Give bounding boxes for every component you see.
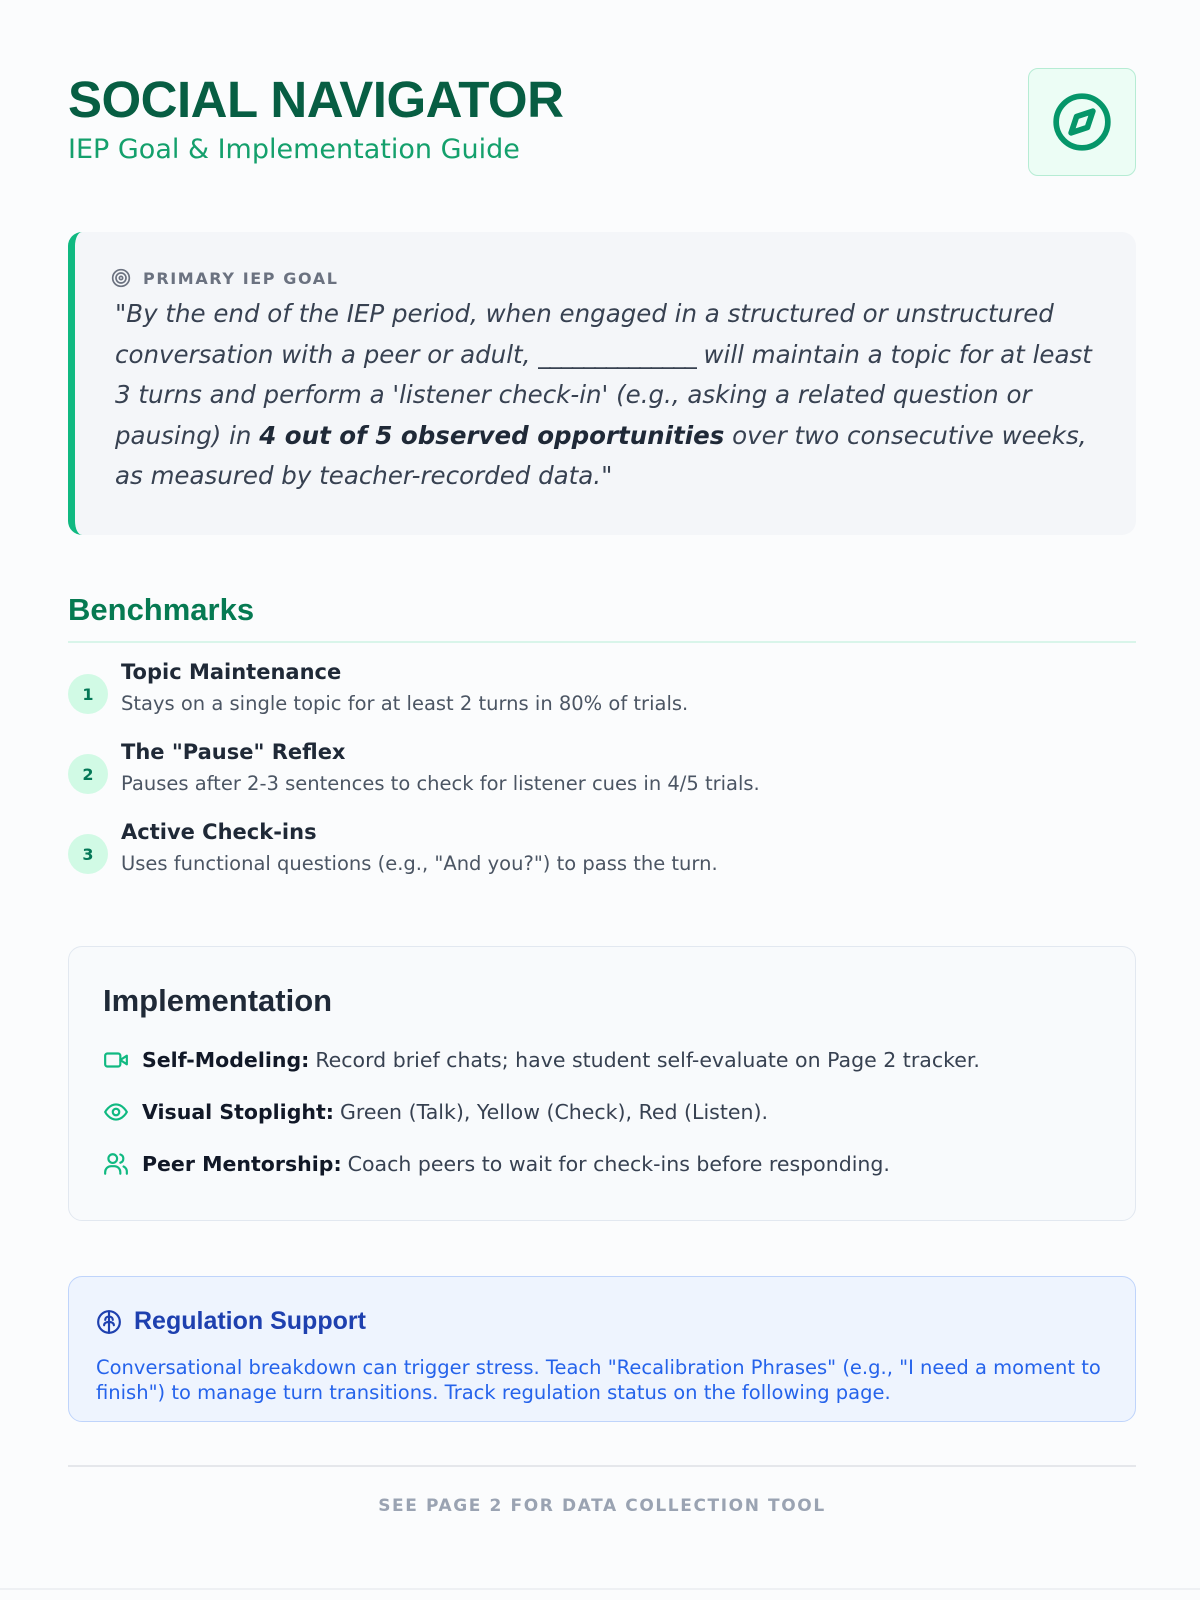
- benchmark-number: 3: [68, 834, 108, 874]
- page-subtitle: IEP Goal & Implementation Guide: [68, 134, 520, 165]
- implementation-item: [103, 1099, 768, 1125]
- student-name-blank: ______________: [538, 339, 696, 369]
- implementation-item: [103, 1047, 980, 1073]
- benchmark-item: [68, 820, 1136, 890]
- benchmark-item: [68, 740, 1136, 810]
- benchmarks-heading: Benchmarks: [68, 592, 255, 627]
- benchmark-description: Stays on a single topic for at least 2 turns in 80% of trials.: [121, 692, 689, 715]
- implementation-text: Green (Talk), Yellow (Check), Red (Listen).: [339, 1100, 768, 1124]
- benchmark-item: [68, 660, 1136, 730]
- benchmark-name: Active Check-ins: [121, 820, 317, 844]
- regulation-support-box: [68, 1276, 1136, 1422]
- implementation-label: Self-Modeling:: [142, 1048, 310, 1072]
- goal-text-middle: will maintain a topic for at least 3 turns and perform a 'listener check-in' (e.g., asking a related question or pausing) in: [115, 339, 1092, 450]
- implementation-card: [68, 946, 1136, 1221]
- benchmark-name: The "Pause" Reflex: [121, 740, 346, 764]
- goal-statement: [115, 294, 1115, 497]
- benchmark-description: Pauses after 2-3 sentences to check for listener cues in 4/5 trials.: [121, 772, 760, 795]
- eye-icon: [103, 1099, 129, 1125]
- implementation-item: [103, 1151, 890, 1177]
- benchmark-description: Uses functional questions (e.g., "And you?") to pass the turn.: [121, 852, 718, 875]
- primary-goal-box: [68, 232, 1136, 535]
- brain-icon: [96, 1309, 122, 1335]
- page-bottom-edge: [0, 1588, 1200, 1590]
- target-icon: [111, 268, 131, 288]
- header: [68, 64, 1136, 184]
- goal-emphasis: 4 out of 5 observed opportunities: [259, 420, 725, 450]
- video-icon: [103, 1047, 129, 1073]
- page-title: SOCIAL NAVIGATOR: [68, 71, 564, 128]
- goal-text-start: "By the end of the IEP period, when engaged in a structured or unstructured conversation with a peer or adult,: [115, 299, 1054, 369]
- regulation-heading: [96, 1307, 366, 1336]
- implementation-label: Peer Mentorship:: [142, 1152, 342, 1176]
- regulation-title: Regulation Support: [134, 1307, 366, 1335]
- implementation-heading: Implementation: [103, 983, 333, 1018]
- implementation-text: Record brief chats; have student self-evaluate on Page 2 tracker.: [315, 1048, 980, 1072]
- goal-text-end: over two consecutive weeks, as measured by teacher-recorded data.": [115, 420, 1087, 490]
- goal-label: [111, 268, 339, 288]
- benchmark-number: 1: [68, 674, 108, 714]
- implementation-text: Coach peers to wait for check-ins before responding.: [347, 1152, 890, 1176]
- implementation-label: Visual Stoplight:: [142, 1100, 334, 1124]
- goal-label-text: PRIMARY IEP GOAL: [143, 268, 339, 288]
- benchmark-number: 2: [68, 754, 108, 794]
- compass-icon: [1051, 91, 1113, 153]
- regulation-text: Conversational breakdown can trigger stress. Teach "Recalibration Phrases" (e.g., "I need a moment to finish") to manage turn transitions. Track regulation status on the following page.: [96, 1356, 1101, 1404]
- footer-note: SEE PAGE 2 FOR DATA COLLECTION TOOL: [378, 1496, 826, 1516]
- users-icon: [103, 1151, 129, 1177]
- benchmarks-divider: [68, 641, 1136, 643]
- benchmark-name: Topic Maintenance: [121, 660, 342, 684]
- footer-divider: [68, 1465, 1136, 1467]
- logo-badge: [1028, 68, 1136, 176]
